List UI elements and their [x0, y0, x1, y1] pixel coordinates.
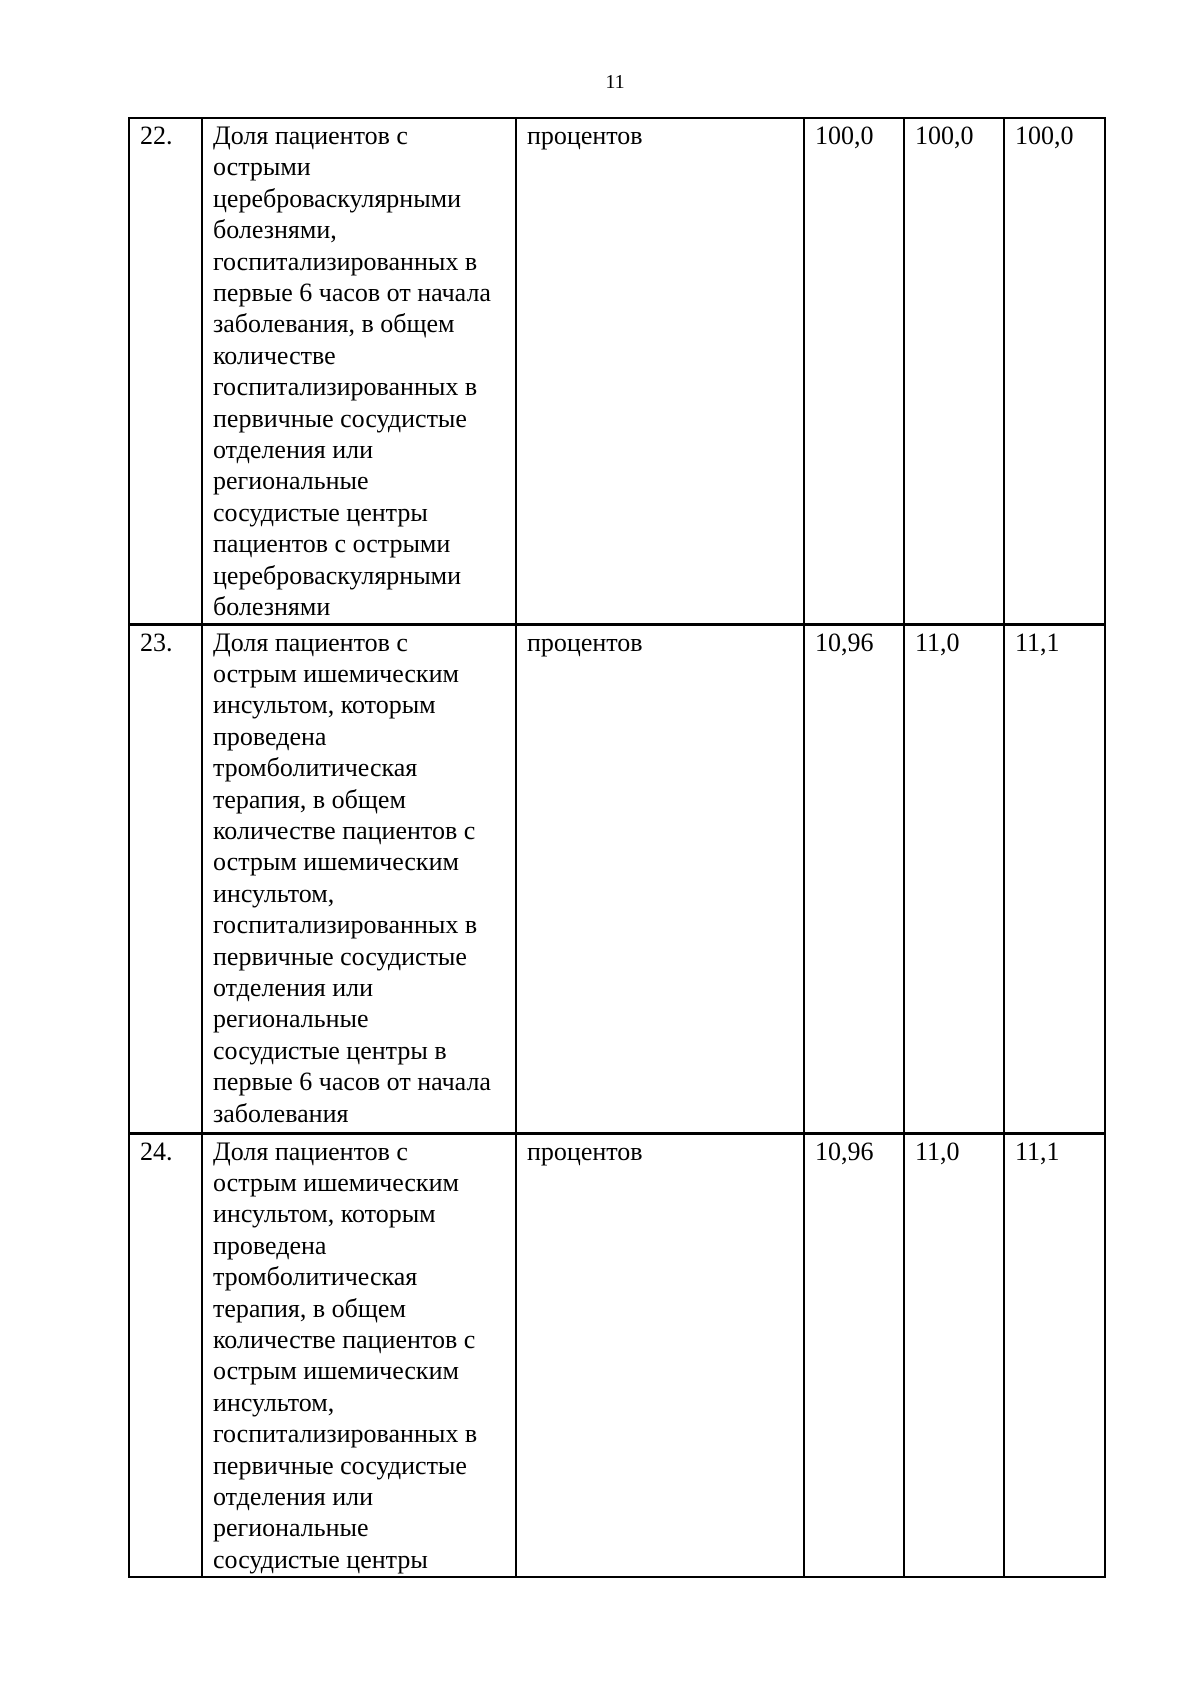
description-line: региональные: [213, 466, 369, 496]
description-line: болезнями,: [213, 215, 337, 245]
description-line: сосудистые центры: [213, 497, 428, 527]
description-line: отделения или: [213, 435, 374, 465]
description-line: первые 6 часов от начала: [213, 278, 491, 308]
description-line: пациентов с острыми: [213, 529, 451, 559]
description-line: заболевания, в общем: [213, 309, 455, 339]
description-line: Доля пациентов с: [213, 121, 408, 150]
description-line: острым ишемическим: [213, 1356, 459, 1386]
description-line: острым ишемическим: [213, 847, 459, 877]
row-number-cell: 24.: [129, 1133, 202, 1577]
description-line: Доля пациентов с: [213, 627, 408, 657]
description-line: инсультом, которым: [213, 1199, 436, 1229]
description-cell: [202, 1133, 516, 1577]
description-line: первые 6 часов от начала: [213, 1067, 491, 1097]
description-line: болезнями: [213, 592, 331, 622]
description-line: острыми: [213, 152, 311, 182]
value-cell-3: 11,1: [1004, 624, 1105, 1133]
unit-cell: процентов: [516, 1133, 804, 1577]
description-cell: [202, 624, 516, 1133]
table-row: [129, 118, 1105, 624]
row-number-cell: 23.: [129, 624, 202, 1133]
value-cell-1: 10,96: [804, 1133, 904, 1577]
unit-cell: процентов: [516, 118, 804, 624]
description-line: инсультом,: [213, 878, 335, 908]
page-number: 11: [605, 71, 625, 93]
description-line: инсультом,: [213, 1387, 335, 1417]
description-line: региональные: [213, 1004, 369, 1034]
description-line: региональные: [213, 1513, 369, 1543]
description-line: количестве пациентов с: [213, 1324, 476, 1354]
description-line: госпитализированных в: [213, 910, 478, 940]
description-line: острым ишемическим: [213, 658, 459, 688]
unit-cell: процентов: [516, 624, 804, 1133]
description-line: сосудистые центры в: [213, 1035, 447, 1065]
description-line: инсультом, которым: [213, 690, 436, 720]
description-line: отделения или: [213, 1481, 374, 1511]
description-line: госпитализированных в: [213, 1419, 478, 1449]
indicators-table: [128, 117, 1106, 1578]
value-cell-1: 100,0: [804, 118, 904, 624]
row-number-cell: 22.: [129, 118, 202, 624]
description-line: цереброваскулярными: [213, 183, 462, 213]
value-cell-1: 10,96: [804, 624, 904, 1133]
description-line: отделения или: [213, 972, 374, 1002]
description-cell: [202, 118, 516, 624]
description-line: первичные сосудистые: [213, 941, 467, 971]
value-cell-2: 100,0: [904, 118, 1004, 624]
description-line: количестве пациентов с: [213, 815, 476, 845]
description-line: первичные сосудистые: [213, 1450, 467, 1480]
table-row: [129, 1133, 1105, 1577]
value-cell-3: 11,1: [1004, 1133, 1105, 1577]
description-line: Доля пациентов с: [213, 1136, 408, 1166]
description-line: острым ишемическим: [213, 1167, 459, 1197]
description-line: тромболитическая: [213, 753, 418, 783]
value-cell-2: 11,0: [904, 1133, 1004, 1577]
description-line: количестве: [213, 340, 336, 370]
description-line: сосудистые центры: [213, 1544, 428, 1574]
description-line: тромболитическая: [213, 1262, 418, 1292]
description-line: госпитализированных в: [213, 246, 478, 276]
value-cell-3: 100,0: [1004, 118, 1105, 624]
description-line: терапия, в общем: [213, 1293, 406, 1323]
description-line: проведена: [213, 721, 327, 751]
description-line: заболевания: [213, 1098, 349, 1128]
description-line: терапия, в общем: [213, 784, 406, 814]
value-cell-2: 11,0: [904, 624, 1004, 1133]
table-row: [129, 624, 1105, 1133]
description-line: первичные сосудистые: [213, 403, 467, 433]
description-line: проведена: [213, 1230, 327, 1260]
description-line: цереброваскулярными: [213, 560, 462, 590]
description-line: госпитализированных в: [213, 372, 478, 402]
